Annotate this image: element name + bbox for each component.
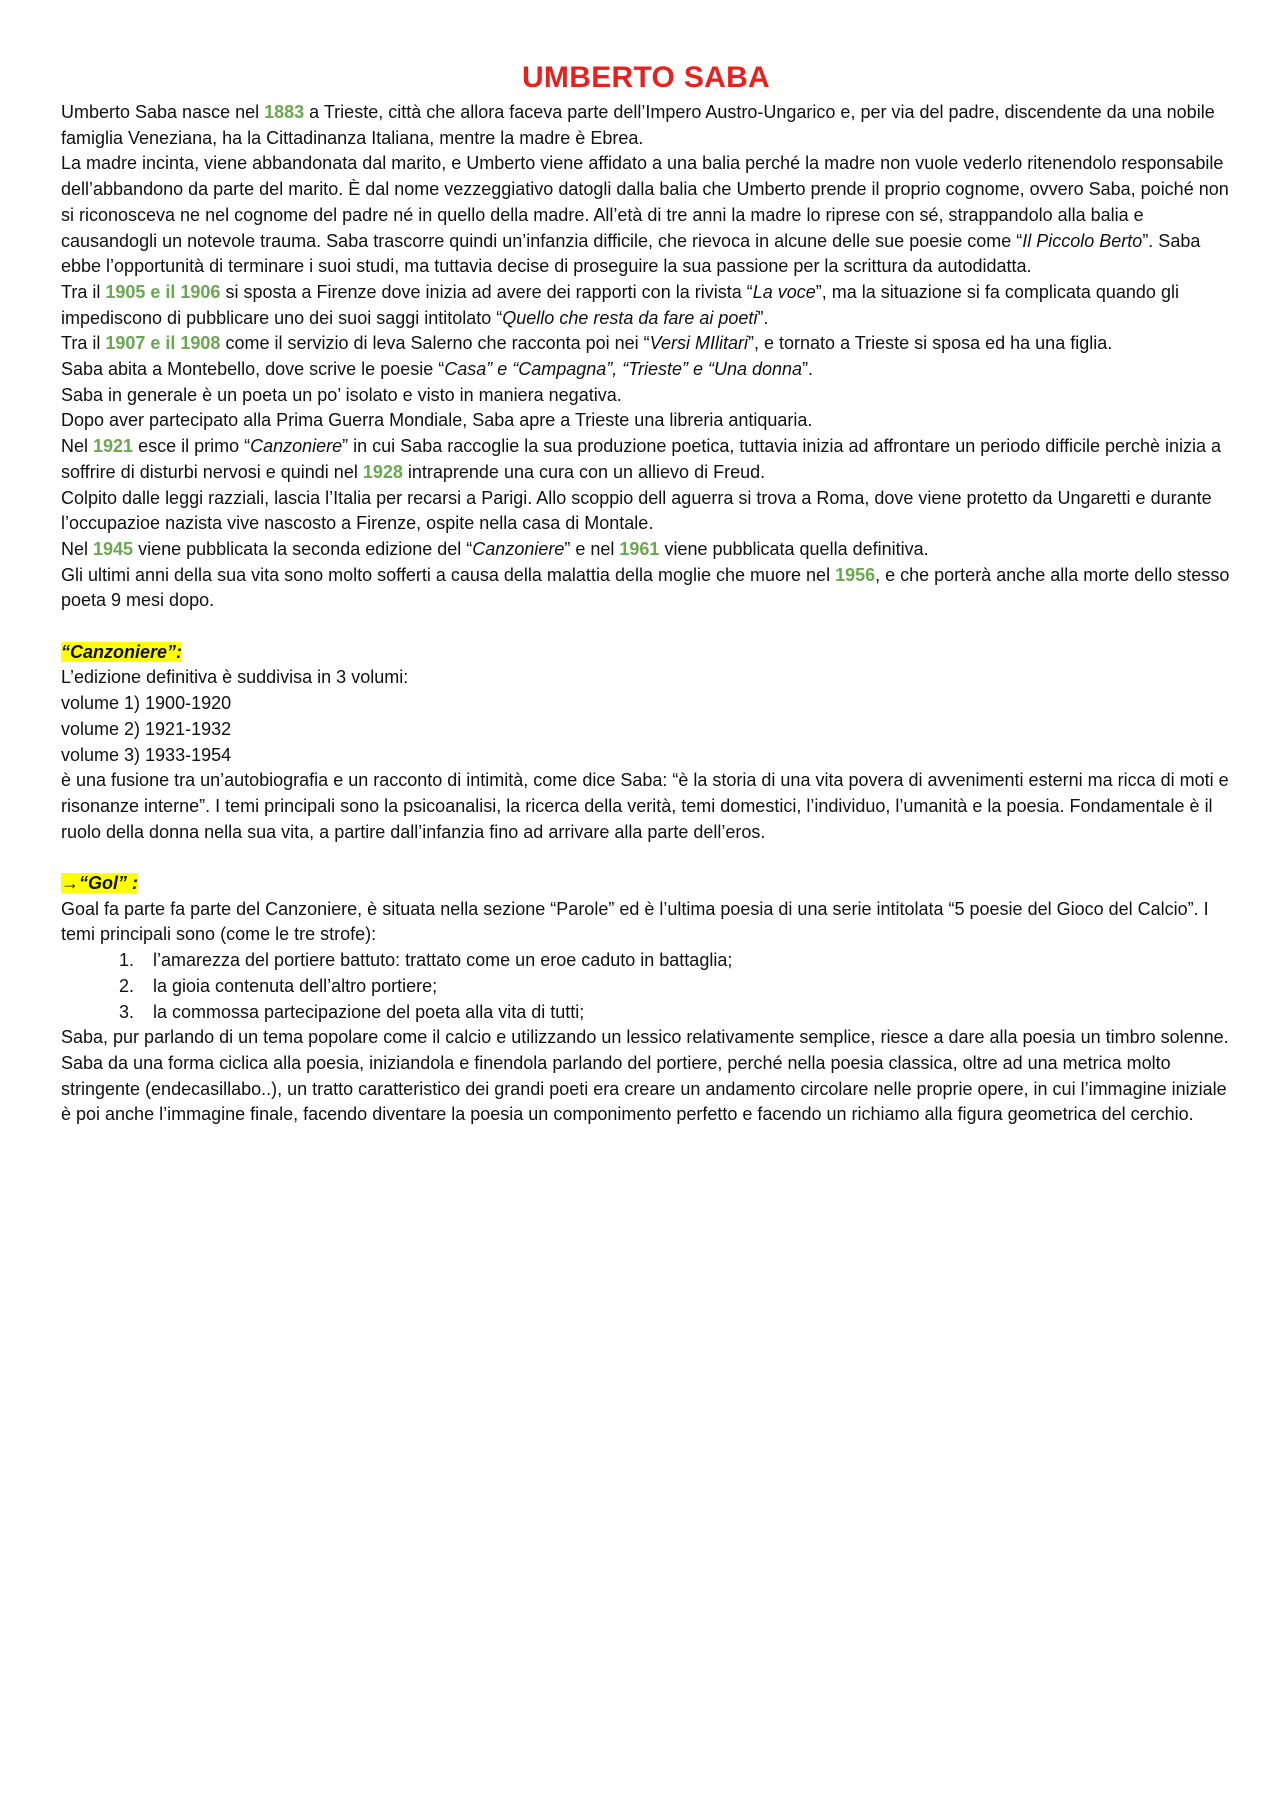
gol-intro: Goal fa parte fa parte del Canzoniere, è situata nella sezione “Parole” ed è l’ultima poesia di una serie intitolata “5 poesie del Gioco del Calcio”. I temi principali sono (come le tre strofe):: [61, 898, 1209, 945]
document-page: [61, 58, 1231, 1128]
work-title: Canzoniere: [472, 538, 565, 559]
document-title: UMBERTO SABA: [521, 61, 771, 94]
year-1945: 1945: [93, 538, 134, 559]
bio-paragraph-last-years: Gli ultimi anni della sua vita sono molto sofferti a causa della malattia della moglie che muore nel 1956, e che porterà anche alla morte dello stesso poeta 9 mesi dopo.: [61, 564, 1230, 611]
section-heading-gol: →“Gol” :: [61, 873, 138, 894]
bio-paragraph-library: Dopo aver partecipato alla Prima Guerra Mondiale, Saba apre a Trieste una libreria antiquaria.: [61, 410, 813, 431]
bio-paragraph-canzoniere: Nel 1921 esce il primo “Canzoniere” in cui Saba raccoglie la sua produzione poetica, tuttavia inizia ad affrontare un periodo difficile perchè inizia a soffrire di disturbi nervosi e quindi nel 1928 intraprende una cura con un allievo di Freud.: [61, 436, 1222, 482]
canzoniere-intro: L’edizione definitiva è suddivisa in 3 volumi:: [61, 667, 409, 688]
year-1956: 1956: [835, 564, 876, 585]
year-1921: 1921: [93, 436, 134, 457]
gol-themes-list: [61, 948, 1231, 1025]
bio-paragraph-firenze: Tra il 1905 e il 1906 si sposta a Firenze dove inizia ad avere dei rapporti con la rivista “La voce”, ma la situazione si fa complicata quando gli impediscono di pubblicare uno dei suoi saggi intitolato “Quello che resta da fare ai poeti”.: [61, 281, 1179, 328]
list-item: 1. l’amarezza del portiere battuto: trattato come un eroe caduto in battaglia;: [139, 948, 1231, 974]
volume-line: volume 1) 1900-1920: [61, 693, 232, 714]
bio-paragraph-editions: Nel 1945 viene pubblicata la seconda edizione del “Canzoniere” e nel 1961 viene pubblicata quella definitiva.: [61, 538, 929, 559]
year-1928: 1928: [362, 461, 403, 482]
bio-paragraph-racial-laws: Colpito dalle leggi razziali, lascia l’Italia per recarsi a Parigi. Allo scoppio dell aguerra si trova a Roma, dove viene protetto da Ungaretti e durante l’occupazioe nazista vive nascosto a Firenze, ospite nella casa di Montale.: [61, 487, 1212, 534]
work-titles: Casa” e “Campagna”, “Trieste” e “Una donna: [444, 359, 803, 380]
work-title: Canzoniere: [250, 436, 343, 457]
bio-paragraph-childhood: La madre incinta, viene abbandonata dal marito, e Umberto viene affidato a una balia perché la madre non vuole vederlo ritenendolo responsabile dell’abbandono da parte del marito. È dal nome vezzeggiativo datogli dalla balia che Umberto prende il proprio cognome, ovvero Saba, poiché non si riconosceva ne nel cognome del padre né in quello della madre. All’età di tre anni la madre lo riprese con sé, strappandolo alla balia e causandogli un notevole trauma. Saba trascorre quindi un’infanzia difficile, che rievoca in alcune delle sue poesie come “Il Piccolo Berto”. Saba ebbe l’opportunità di terminare i suoi studi, ma tuttavia decise di proseguire la sua passione per la scrittura da autodidatta.: [61, 153, 1229, 277]
year-1961: 1961: [619, 538, 660, 559]
work-title: Quello che resta da fare ai poeti: [502, 307, 758, 328]
spacer: [61, 845, 1231, 871]
gol-analysis: Saba, pur parlando di un tema popolare come il calcio e utilizzando un lessico relativamente semplice, riesce a dare alla poesia un timbro solenne. Saba da una forma ciclica alla poesia, iniziandola e finendola parlando del portiere, perché nella poesia classica, oltre ad una metrica molto stringente (endecasillabo..), un tratto caratteristico dei grandi poeti era creare un andamento circolare nelle proprie opere, in cui l’immagine iniziale è poi anche l’immagine finale, facendo diventare la poesia un componimento perfetto e facendo un richiamo alla figura geometrica del cerchio.: [61, 1027, 1229, 1125]
year-range: 1905 e il 1906: [105, 281, 221, 302]
list-item: 3. la commossa partecipazione del poeta alla vita di tutti;: [139, 1000, 1231, 1026]
volume-line: volume 2) 1921-1932: [61, 718, 232, 739]
section-heading-canzoniere: “Canzoniere”:: [61, 641, 183, 662]
canzoniere-description: è una fusione tra un’autobiografia e un racconto di intimità, come dice Saba: “è la storia di una vita povera di avvenimenti esterni ma ricca di moti e risonanze interne”. I temi principali sono la psicoanalisi, la ricerca della verità, temi domestici, l’individuo, l’umanità e la poesia. Fondamentale è il ruolo della donna nella sua vita, a partire dall’infanzia fino ad arrivare alla parte dell’eros.: [61, 770, 1229, 842]
list-item: 2. la gioia contenuta dell’altro portiere;: [139, 974, 1231, 1000]
year-1883: 1883: [264, 102, 305, 122]
year-range: 1907 e il 1908: [105, 333, 221, 354]
bio-paragraph-montebello: Saba abita a Montebello, dove scrive le poesie “Casa” e “Campagna”, “Trieste” e “Una donna”.: [61, 359, 814, 380]
work-title: Versi MIlitari: [649, 333, 749, 354]
work-title: Il Piccolo Berto: [1022, 230, 1143, 251]
work-title: La voce: [752, 281, 816, 302]
bio-paragraph-birth: Umberto Saba nasce nel 1883 a Trieste, città che allora faceva parte dell’Impero Austro-Ungarico e, per via del padre, discendente da una nobile famiglia Veneziana, ha la Cittadinanza Italiana, mentre la madre è Ebrea.: [61, 102, 1215, 148]
volume-line: volume 3) 1933-1954: [61, 744, 232, 765]
spacer: [61, 614, 1231, 640]
bio-paragraph-leva: Tra il 1907 e il 1908 come il servizio di leva Salerno che racconta poi nei “Versi MIlitari”, e tornato a Trieste si sposa ed ha una figlia.: [61, 333, 1113, 354]
bio-paragraph-isolated: Saba in generale è un poeta un po’ isolato e visto in maniera negativa.: [61, 384, 622, 405]
